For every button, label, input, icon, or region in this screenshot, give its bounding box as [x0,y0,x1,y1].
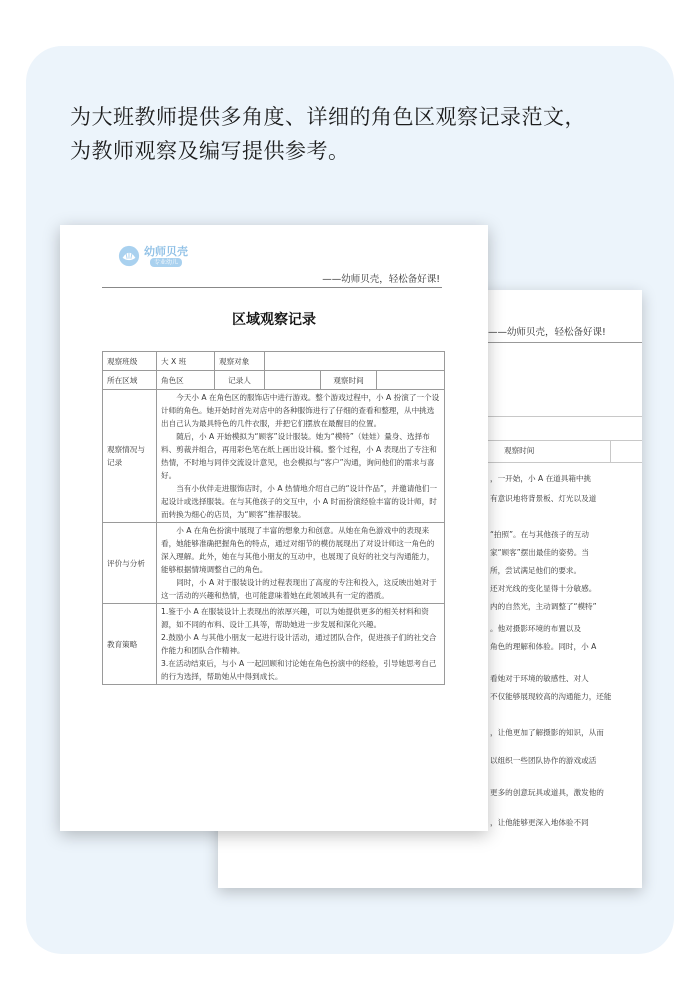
back-text-fragment: 家“顾客”摆出最佳的姿势。当 [490,548,589,557]
evaluation-paragraph: 小 A 在角色扮演中展现了丰富的想象力和创意。从她在角色游戏中的表现来看，她能够准确把握角色的特点，通过对细节的模仿展现出了对设计师这一角色的深入理解。此外，她在与其他小朋友的互动中，也展现了良好的社交与沟通能力，能够根据情境调整自己的角色。 [161,526,435,574]
situation-paragraph: 随后，小 A 开始模拟为“顾客”设计服装。她为“模特”（娃娃）量身、选择布料、剪裁并组合，再用彩色笔在纸上画出设计稿。整个过程，小 A 表现出了专注和热情，不时地与同伴交流设计意见，也会模拟与“客户”沟通，询问他们的需求与喜好。 [161,432,437,480]
back-text-fragment: 有意识地将背景板、灯光以及道 [490,494,597,503]
back-time-label: 观察时间 [504,446,535,455]
back-text-fragment: 角色的理解和体验。同时，小 A [490,642,597,651]
strategy-item: 3.在活动结束后，与小 A 一起回顾和讨论她在角色扮演中的经验，引导她思考自己的行为选择，帮助她从中得到成长。 [161,659,437,681]
time-value [377,371,445,390]
table-row [103,371,445,390]
front-slogan: ——幼师贝壳，轻松备好课! [322,274,440,285]
strategy-label: 教育策略 [103,604,157,685]
back-table-line [488,462,642,463]
class-value: 大 X 班 [157,352,215,371]
situation-paragraph: 当有小伙伴走进服饰店时，小 A 热情地介绍自己的“设计作品”，并邀请他们一起设计或选择服装。在与其他孩子的交互中，小 A 时而扮演经验丰富的设计师，时而转换为细心的店员，为“顾客”推荐服装。 [161,484,438,519]
area-label: 所在区域 [103,371,157,390]
back-text-fragment: 以组织一些团队协作的游戏或活 [490,756,597,765]
back-slogan: ——幼师贝壳，轻松备好课! [488,327,606,338]
table-row [103,352,445,371]
table-row [103,523,445,604]
situation-text [157,390,445,523]
strategy-item: 2.鼓励小 A 与其他小朋友一起进行设计活动，通过团队合作，促进孩子们的社交合作能力和团队合作精神。 [161,633,437,655]
situation-label: 观察情况与记录 [103,390,157,523]
back-text-fragment: 所，尝试满足他们的要求。 [490,566,582,575]
back-table-line [488,440,642,441]
logo-tag: 专业幼儿 [150,258,182,267]
back-table-divider [610,440,611,462]
evaluation-paragraph: 同时，小 A 对于服装设计的过程表现出了高度的专注和投入，这反映出她对于这一活动的兴趣和热情，也可能意味着她在此领域具有一定的潜质。 [161,578,437,600]
recorder-label: 记录人 [215,371,265,390]
back-header-rule [488,342,642,343]
logo-name: 幼师贝壳 [144,245,188,258]
target-label: 观察对象 [215,352,265,371]
back-text-fragment: ，让他更加了解摄影的知识，从而 [490,728,604,737]
back-text-fragment: ，让他能够更深入地体验不同 [490,818,589,827]
headline [70,100,650,168]
table-row [103,604,445,685]
back-text-fragment: 内的自然光，主动调整了“模特” [490,602,597,611]
back-text-fragment: 不仅能够展现较高的沟通能力，还能 [490,692,612,701]
back-text-fragment: 更多的创意玩具或道具，激发他的 [490,788,604,797]
recorder-value [265,371,321,390]
shell-logo-icon [118,245,140,267]
back-text-fragment: 看她对于环境的敏感性、对人 [490,674,589,683]
situation-paragraph: 今天小 A 在角色区的服饰店中进行游戏。整个游戏过程中，小 A 扮演了一个设计师的角色。她开始时首先对店中的各种服饰进行了仔细的查看和整理，从中挑选出自己认为最具特色的几件衣服，并把它们摆放在最醒目的位置。 [161,393,440,428]
back-text-fragment: “拍照”。在与其他孩子的互动 [490,530,589,539]
strategy-text [157,604,445,685]
area-value: 角色区 [157,371,215,390]
front-document [60,225,488,831]
headline-line-1: 为大班教师提供多角度、详细的角色区观察记录范文， [70,105,586,129]
brand-logo [118,245,188,267]
evaluation-text [157,523,445,604]
back-text-fragment: 还对光线的变化显得十分敏感。 [490,584,597,593]
document-title: 区域观察记录 [232,312,316,328]
evaluation-label: 评价与分析 [103,523,157,604]
class-label: 观察班级 [103,352,157,371]
front-header-rule [102,287,442,288]
target-value [265,352,445,371]
observation-table [102,351,445,685]
back-text-fragment: 。他对摄影环境的布置以及 [490,624,582,633]
strategy-item: 1.鉴于小 A 在服装设计上表现出的浓厚兴趣，可以为她提供更多的相关材料和资源，如不同的布料、设计工具等，帮助她进一步发展和深化兴趣。 [161,607,429,629]
time-label: 观察时间 [321,371,377,390]
back-text-fragment: ，一开始，小 A 在道具箱中挑 [490,474,592,483]
back-table-line [488,416,642,417]
table-row [103,390,445,523]
headline-line-2: 为教师观察及编写提供参考。 [70,139,350,163]
